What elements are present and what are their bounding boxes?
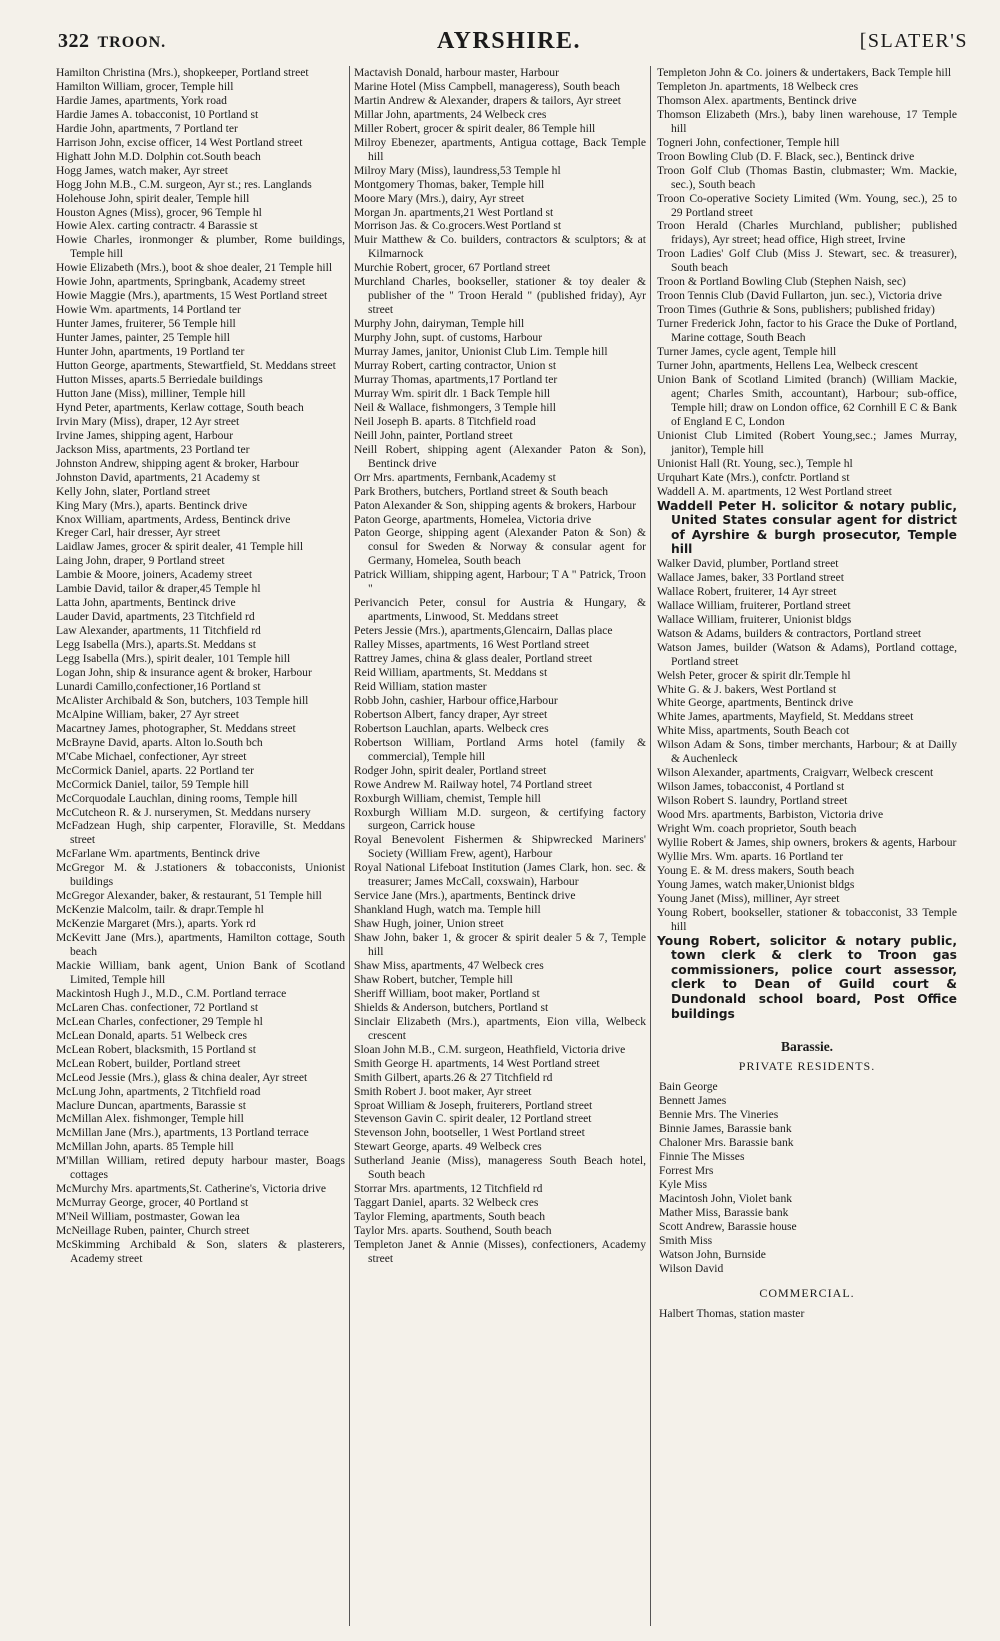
directory-entry: McLaren Chas. confectioner, 72 Portland st [56,1000,259,1014]
private-residents-heading: PRIVATE RESIDENTS. [738,1059,876,1074]
directory-entry: Lauder David, apartments, 23 Titchfield rd [56,610,255,624]
directory-entry: Wallace William, fruiterer, Unionist bldgs [657,612,852,626]
directory-entry: Wilson James, tobacconist, 4 Portland st [657,780,845,794]
private-resident-entry: Finnie The Misses [659,1149,745,1163]
directory-entry: Ralley Misses, apartments, 16 West Portland street [354,638,590,652]
directory-entry: McKenzie Margaret (Mrs.), aparts. York rd [56,917,256,931]
directory-entry: Hynd Peter, apartments, Kerlaw cottage, South beach [56,400,304,414]
private-resident-entry: Bennie Mrs. The Vineries [659,1108,779,1122]
directory-entry: Paton George, shipping agent (Alexander Paton & Son) & consul for Sweden & Norway & consular agent for Germany, Homelea, South beach [354,526,646,568]
directory-entry: Laing John, draper, 9 Portland street [56,554,225,568]
directory-entry: Lambie David, tailor & draper,45 Temple hl [56,582,261,596]
directory-entry: King Mary (Mrs.), aparts. Bentinck drive [56,498,248,512]
directory-entry: Smith George H. apartments, 14 West Portland street [354,1056,600,1070]
directory-entry: Young Robert, solicitor & notary public, town clerk & clerk to Troon gas commissioners, police court assessor, clerk to Dean of Guild court & Dundonald school board, Post Office buildings [657,933,957,1021]
directory-entry: Unionist Hall (Rt. Young, sec.), Temple hl [657,456,853,470]
directory-entry: McCormick Daniel, aparts. 22 Portland ter [56,763,255,777]
directory-entry: Logan John, ship & insurance agent & broker, Harbour [56,665,312,679]
barassie-title: Barassie. [780,1039,834,1055]
directory-entry: McCorquodale Lauchlan, dining rooms, Temple hill [56,791,298,805]
directory-entry: Rowe Andrew M. Railway hotel, 74 Portland street [354,777,592,791]
directory-entry: Murray Robert, carting contractor, Union st [354,359,557,373]
directory-entry: Union Bank of Scotland Limited (branch) (William Mackie, agent; Charles Smith, accountant), Harbour; sub-office, Temple hill; draw on London office, 62 Cornhill E C & Bank of England E C, London [657,372,957,428]
directory-entry: White James, apartments, Mayfield, St. Meddans street [657,710,914,724]
directory-entry: Taylor Fleming, apartments, South beach [354,1210,546,1224]
directory-entry: Millar John, apartments, 24 Welbeck cres [354,107,547,121]
directory-entry: Troon Golf Club (Thomas Bastin, clubmaster; Wm. Mackie, sec.), South beach [657,163,957,191]
directory-columns [56,66,980,1626]
directory-entry: Hardie James, apartments, York road [56,93,227,107]
directory-entry: Thomson Alex. apartments, Bentinck drive [657,93,857,107]
directory-entry: Highatt John M.D. Dolphin cot.South beach [56,149,261,163]
directory-entry: Milroy Mary (Miss), laundress,53 Temple hl [354,163,561,177]
directory-entry: Shaw Miss, apartments, 47 Welbeck cres [354,959,544,972]
directory-entry: White G. & J. bakers, West Portland st [657,682,837,696]
directory-entry: Harrison John, excise officer, 14 West Portland street [56,135,303,149]
directory-entry: Hutton Misses, aparts.5 Berriedale buildings [56,372,263,386]
directory-entry: Neil Joseph B. aparts. 8 Titchfield road [354,414,536,428]
directory-entry: Wilson Adam & Sons, timber merchants, Harbour; & at Dailly & Auchenleck [657,738,957,766]
directory-entry: Kreger Carl, hair dresser, Ayr street [56,526,221,540]
directory-entry: Knox William, apartments, Ardess, Bentinck drive [56,512,291,526]
directory-entry: Park Brothers, butchers, Portland street & South beach [354,484,609,498]
directory-entry: Unionist Club Limited (Robert Young,sec.; James Murray, janitor), Temple hill [657,428,957,456]
directory-entry: Montgomery Thomas, baker, Temple hill [354,177,545,191]
directory-entry: Sinclair Elizabeth (Mrs.), apartments, Eion villa, Welbeck crescent [354,1014,646,1042]
directory-entry: Law Alexander, apartments, 11 Titchfield rd [56,624,261,638]
private-residents-list [657,1080,957,1275]
directory-entry: Howie Alex. carting contractr. 4 Barassie st [56,219,258,233]
directory-entry: Hardie John, apartments, 7 Portland ter [56,121,238,135]
directory-entry: McFarlane Wm. apartments, Bentinck drive [56,847,260,861]
directory-entry: McCormick Daniel, tailor, 59 Temple hill [56,777,249,791]
directory-entry: Robertson William, Portland Arms hotel (family & commercial), Temple hill [354,735,646,763]
directory-entry: Turner John, apartments, Hellens Lea, Welbeck crescent [657,359,918,373]
directory-entry: McFadzean Hugh, ship carpenter, Floraville, St. Meddans street [56,819,345,847]
directory-entry: M'Cabe Michael, confectioner, Ayr street [56,749,247,763]
directory-entry: Urquhart Kate (Mrs.), confctr. Portland st [657,470,850,484]
private-resident-entry: Watson John, Burnside [659,1247,766,1261]
directory-entry: Troon Co-operative Society Limited (Wm. Young, sec.), 25 to 29 Portland street [657,191,957,219]
directory-entry: White Miss, apartments, South Beach cot [657,724,850,738]
directory-entry: Neil & Wallace, fishmongers, 3 Temple hill [354,400,556,414]
directory-entry: McLung John, apartments, 2 Titchfield road [56,1084,261,1098]
directory-entry: Latta John, apartments, Bentinck drive [56,596,236,610]
directory-entry: Muir Matthew & Co. builders, contractors & sculptors; & at Kilmarnock [354,233,646,261]
directory-entry: McMurray George, grocer, 40 Portland st [56,1196,249,1210]
directory-entry: Watson & Adams, builders & contractors, Portland street [657,626,922,640]
column-3 [651,66,957,1626]
directory-entry: Miller Robert, grocer & spirit dealer, 86 Temple hill [354,121,596,135]
directory-entry: Taggart Daniel, aparts. 32 Welbeck cres [354,1196,539,1210]
directory-entry: Marine Hotel (Miss Campbell, manageress), South beach [354,79,620,93]
directory-entry: Wyllie Mrs. Wm. aparts. 16 Portland ter [657,849,844,863]
directory-entry: Howie Elizabeth (Mrs.), boot & shoe dealer, 21 Temple hill [56,261,333,275]
directory-entry: Houston Agnes (Miss), grocer, 96 Temple hl [56,205,262,219]
directory-entry: Patrick William, shipping agent, Harbour; T A " Patrick, Troon " [354,568,646,596]
directory-entry: McMurchy Mrs. apartments,St. Catherine's, Victoria drive [56,1182,327,1196]
private-resident-entry: Bain George [659,1080,718,1094]
directory-entry: Murray Thomas, apartments,17 Portland ter [354,372,558,386]
directory-entry: Howie Charles, ironmonger & plumber, Rome buildings, Temple hill [56,233,345,261]
directory-entry: Orr Mrs. apartments, Fernbank,Academy st [354,470,556,484]
directory-entry: McAlister Archibald & Son, butchers, 103 Temple hill [56,693,309,707]
directory-entry: Stevenson Gavin C. spirit dealer, 12 Portland street [354,1112,592,1126]
directory-entry: Kelly John, slater, Portland street [56,484,211,498]
page-number: 322 [58,30,90,52]
column-3-entries [657,66,957,1021]
directory-entry: Legg Isabella (Mrs.), spirit dealer, 101 Temple hill [56,652,291,666]
directory-entry: Neill John, painter, Portland street [354,428,513,442]
directory-entry: Perivancich Peter, consul for Austria & Hungary, & apartments, Linwood, St. Meddans street [354,596,646,624]
directory-entry: Walker David, plumber, Portland street [657,556,839,570]
directory-entry: Troon Herald (Charles Murchland, publisher; published fridays), Ayr street; head office, High street, Irvine [657,219,957,247]
private-resident-entry: Smith Miss [659,1233,713,1247]
commercial-entry: Halbert Thomas, station master [659,1306,805,1320]
directory-entry: Shaw Hugh, joiner, Union street [354,917,504,931]
directory-entry: Murray James, janitor, Unionist Club Lim. Temple hill [354,345,608,359]
private-resident-entry: Mather Miss, Barassie bank [659,1205,789,1219]
directory-entry: Smith Gilbert, aparts.26 & 27 Titchfield rd [354,1070,553,1084]
directory-entry: Hogg John M.B., C.M. surgeon, Ayr st.; res. Langlands [56,177,312,191]
directory-entry: Wilson Robert S. laundry, Portland street [657,794,848,808]
directory-entry: Macartney James, photographer, St. Meddans street [56,721,296,735]
directory-entry: Young James, watch maker,Unionist bldgs [657,877,855,891]
directory-entry: Smith Robert J. boot maker, Ayr street [354,1084,532,1098]
directory-entry: Hutton Jane (Miss), milliner, Temple hill [56,386,246,400]
directory-entry: Mackintosh Hugh J., M.D., C.M. Portland terrace [56,986,287,1000]
directory-entry: Murphy John, dairyman, Temple hill [354,317,525,331]
directory-entry: Turner James, cycle agent, Temple hill [657,345,837,359]
directory-entry: Wilson Alexander, apartments, Craigvarr, Welbeck crescent [657,766,934,780]
directory-entry: Royal Benevolent Fishermen & Shipwrecked Mariners' Society (William Frew, agent), Harbour [354,833,646,861]
directory-entry: McCutcheon R. & J. nurserymen, St. Meddans nursery [56,805,311,819]
directory-entry: McKevitt Jane (Mrs.), apartments, Hamilton cottage, South beach [56,931,345,959]
directory-entry: Howie Wm. apartments, 14 Portland ter [56,303,241,317]
directory-entry: Wallace James, baker, 33 Portland street [657,570,844,584]
directory-entry: Troon Times (Guthrie & Sons, publishers; published friday) [657,303,935,317]
directory-entry: Troon Bowling Club (D. F. Black, sec.), Bentinck drive [657,149,915,163]
directory-entry: Shankland Hugh, watch ma. Temple hill [354,903,541,917]
directory-entry: Hunter John, apartments, 19 Portland ter [56,345,245,359]
directory-entry: Troon & Portland Bowling Club (Stephen Naish, sec) [657,275,906,289]
directory-entry: Reid William, apartments, St. Meddans st [354,665,548,679]
directory-entry: Robertson Albert, fancy draper, Ayr street [354,707,548,721]
directory-entry: Robertson Lauchlan, aparts. Welbeck cres [354,721,549,735]
directory-entry: Murphy John, supt. of customs, Harbour [354,331,543,345]
directory-entry: Hamilton William, grocer, Temple hill [56,79,234,93]
directory-entry: Waddell A. M. apartments, 12 West Portland street [657,484,892,498]
directory-entry: Holehouse John, spirit dealer, Temple hill [56,191,250,205]
directory-entry: Reid William, station master [354,679,487,693]
directory-entry: White George, apartments, Bentinck drive [657,696,854,710]
directory-entry: Jackson Miss, apartments, 23 Portland ter [56,442,250,456]
commercial-heading: COMMERCIAL. [759,1285,855,1300]
directory-entry: Hogg James, watch maker, Ayr street [56,163,229,177]
directory-entry: Troon Ladies' Golf Club (Miss J. Stewart, sec. & treasurer), South beach [657,247,957,275]
directory-entry: Taylor Mrs. aparts. Southend, South beach [354,1224,552,1238]
directory-entry: McLean Charles, confectioner, 29 Temple hl [56,1014,263,1028]
commercial-list [657,1307,957,1321]
directory-entry: Wood Mrs. apartments, Barbiston, Victoria drive [657,808,884,822]
directory-entry: Rodger John, spirit dealer, Portland street [354,763,547,777]
directory-entry: McLean Robert, blacksmith, 15 Portland st [56,1042,256,1056]
directory-entry: Peters Jessie (Mrs.), apartments,Glencairn, Dallas place [354,624,613,638]
directory-entry: McLean Donald, aparts. 51 Welbeck cres [56,1028,248,1042]
directory-entry: Shaw Robert, butcher, Temple hill [354,972,513,986]
directory-entry: Royal National Lifeboat Institution (James Clark, hon. sec. & treasurer; James McCall, coxswain), Harbour [354,861,646,889]
directory-entry: McKenzie Malcolm, tailr. & drapr.Temple hl [56,903,264,917]
directory-entry: M'Millan William, retired deputy harbour master, Boags cottages [56,1154,345,1182]
directory-entry: Templeton John & Co. joiners & undertakers, Back Temple hill [657,66,952,79]
private-resident-entry: Macintosh John, Violet bank [659,1191,793,1205]
directory-entry: Rattrey James, china & glass dealer, Portland street [354,652,593,666]
directory-entry: Roxburgh William, chemist, Temple hill [354,791,541,805]
directory-entry: Thomson Elizabeth (Mrs.), baby linen warehouse, 17 Temple hill [657,107,957,135]
county-title: AYRSHIRE. [437,28,581,54]
directory-entry: McMillan Alex. fishmonger, Temple hill [56,1112,244,1126]
directory-entry: Irvine James, shipping agent, Harbour [56,428,234,442]
directory-entry: McGregor M. & J.stationers & tobacconists, Unionist buildings [56,861,345,889]
private-resident-entry: Scott Andrew, Barassie house [659,1219,797,1233]
directory-entry: Howie Maggie (Mrs.), apartments, 15 West Portland street [56,289,328,303]
directory-entry: Johnston Andrew, shipping agent & broker, Harbour [56,456,299,470]
directory-entry: Templeton Janet & Annie (Misses), confectioners, Academy street [354,1238,646,1266]
column-2 [350,66,651,1626]
private-resident-entry: Bennett James [659,1094,727,1108]
town-name: TROON. [97,34,167,51]
directory-entry: Templeton Jn. apartments, 18 Welbeck cres [657,79,859,93]
directory-entry: Sutherland Jeanie (Miss), manageress South Beach hotel, South beach [354,1154,646,1182]
directory-entry: Lambie & Moore, joiners, Academy street [56,568,253,582]
directory-entry: McLean Robert, builder, Portland street [56,1056,241,1070]
directory-entry: McMillan John, aparts. 85 Temple hill [56,1140,234,1154]
directory-entry: Murchie Robert, grocer, 67 Portland street [354,261,551,275]
directory-entry: Troon Tennis Club (David Fullarton, jun. sec.), Victoria drive [657,289,942,303]
directory-entry: McSkimming Archibald & Son, slaters & plasterers, Academy street [56,1238,345,1266]
directory-entry: Laidlaw James, grocer & spirit dealer, 41 Temple hill [56,540,304,554]
directory-entry: Wallace Robert, fruiterer, 14 Ayr street [657,584,837,598]
directory-entry: Murchland Charles, bookseller, stationer & toy dealer & publisher of the " Troon Herald " (published friday), Ayr street [354,275,646,317]
directory-entry: Johnston David, apartments, 21 Academy st [56,470,260,484]
directory-entry: McMillan Jane (Mrs.), apartments, 13 Portland terrace [56,1126,309,1140]
directory-entry: Waddell Peter H. solicitor & notary public, United States consular agent for district of Ayrshire & burgh prosecutor, Temple hill [657,498,957,557]
directory-entry: Paton George, apartments, Homelea, Victoria drive [354,512,592,526]
directory-entry: Irvin Mary (Miss), draper, 12 Ayr street [56,414,240,428]
directory-entry: Murray Wm. spirit dlr. 1 Back Temple hill [354,386,551,400]
directory-entry: Wallace William, fruiterer, Portland street [657,598,851,612]
directory-entry: Hutton George, apartments, Stewartfield, St. Meddans street [56,359,336,373]
directory-entry: Neill Robert, shipping agent (Alexander Paton & Son), Bentinck drive [354,442,646,470]
directory-entry: Stevenson John, bootseller, 1 West Portland street [354,1126,585,1140]
directory-entry: Welsh Peter, grocer & spirit dlr.Temple hl [657,668,851,682]
directory-entry: Paton Alexander & Son, shipping agents & brokers, Harbour [354,498,637,512]
directory-entry: Morgan Jn. apartments,21 West Portland st [354,205,554,219]
directory-entry: Service Jane (Mrs.), apartments, Bentinck drive [354,889,576,903]
private-resident-entry: Chaloner Mrs. Barassie bank [659,1136,794,1150]
directory-entry: Shields & Anderson, butchers, Portland st [354,1000,549,1014]
directory-entry: Hunter James, painter, 25 Temple hill [56,331,230,345]
directory-entry: Mactavish Donald, harbour master, Harbour [354,66,559,79]
barassie-section [657,1039,957,1320]
directory-entry: McAlpine William, baker, 27 Ayr street [56,707,239,721]
directory-entry: Hamilton Christina (Mrs.), shopkeeper, Portland street [56,66,309,79]
directory-entry: Young Janet (Miss), milliner, Ayr street [657,891,840,905]
directory-entry: Shaw John, baker 1, & grocer & spirit dealer 5 & 7, Temple hill [354,931,646,959]
directory-entry: Martin Andrew & Alexander, drapers & tailors, Ayr street [354,93,621,107]
directory-entry: Roxburgh William M.D. surgeon, & certifying factory surgeon, Carrick house [354,805,646,833]
directory-entry: McBrayne David, aparts. Alton lo.South bch [56,735,263,749]
private-resident-entry: Forrest Mrs [659,1163,714,1177]
directory-entry: Legg Isabella (Mrs.), aparts.St. Meddans st [56,638,256,652]
private-resident-entry: Binnie James, Barassie bank [659,1122,792,1136]
directory-entry: Wright Wm. coach proprietor, South beach [657,822,857,836]
directory-entry: Watson James, builder (Watson & Adams), Portland cottage, Portland street [657,640,957,668]
directory-entry: Wyllie Robert & James, ship owners, brokers & agents, Harbour [657,835,957,849]
directory-entry: Storrar Mrs. apartments, 12 Titchfield rd [354,1182,543,1196]
directory-entry: Moore Mary (Mrs.), dairy, Ayr street [354,191,525,205]
directory-entry: Stewart George, aparts. 49 Welbeck cres [354,1140,542,1154]
column-1 [56,66,350,1626]
directory-entry: Togneri John, confectioner, Temple hill [657,135,840,149]
directory-entry: McGregor Alexander, baker, & restaurant, 51 Temple hill [56,889,322,903]
directory-entry: McNeillage Ruben, painter, Church street [56,1224,250,1238]
directory-entry: Morrison Jas. & Co.grocers.West Portland st [354,219,562,233]
directory-entry: Maclure Duncan, apartments, Barassie st [56,1098,246,1112]
directory-entry: Young E. & M. dress makers, South beach [657,863,855,877]
directory-entry: McLeod Jessie (Mrs.), glass & china dealer, Ayr street [56,1070,308,1084]
private-resident-entry: Kyle Miss [659,1177,707,1191]
private-resident-entry: Wilson David [659,1261,724,1275]
directory-entry: Milroy Ebenezer, apartments, Antigua cottage, Back Temple hill [354,135,646,163]
directory-entry: Mackie William, bank agent, Union Bank of Scotland Limited, Temple hill [56,959,345,986]
publisher-name: [SLATER'S [859,30,968,52]
directory-entry: Sloan John M.B., C.M. surgeon, Heathfield, Victoria drive [354,1042,626,1056]
directory-entry: Hardie James A. tobacconist, 10 Portland st [56,107,259,121]
directory-entry: M'Neil William, postmaster, Gowan lea [56,1210,240,1224]
directory-entry: Lunardi Camillo,confectioner,16 Portland st [56,679,261,693]
directory-entry: Young Robert, bookseller, stationer & tobacconist, 33 Temple hill [657,905,957,933]
directory-entry: Turner Frederick John, factor to his Grace the Duke of Portland, Marine cottage, South Beach [657,317,957,345]
directory-entry: Hunter James, fruiterer, 56 Temple hill [56,317,236,331]
directory-entry: Sheriff William, boot maker, Portland st [354,986,540,1000]
page-header [46,28,972,62]
directory-entry: Robb John, cashier, Harbour office,Harbour [354,693,558,707]
directory-entry: Howie John, apartments, Springbank, Academy street [56,275,306,289]
directory-entry: Sproat William & Joseph, fruiterers, Portland street [354,1098,593,1112]
